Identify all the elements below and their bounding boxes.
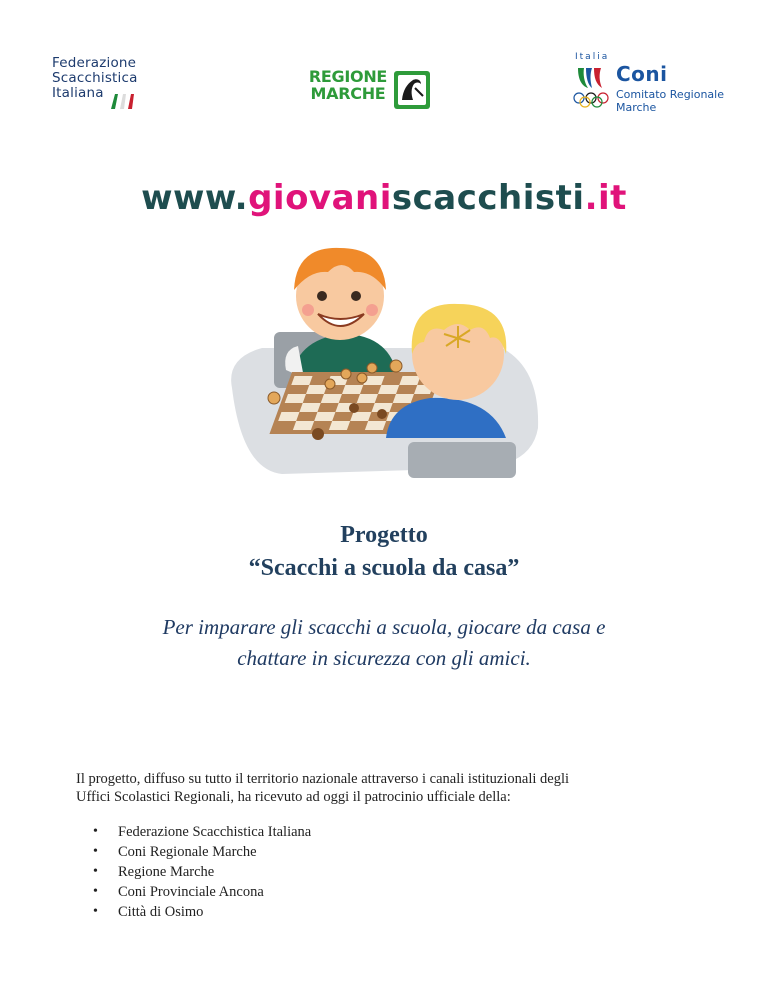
patrons-list [76,822,311,922]
website-url[interactable] [0,178,768,218]
subtitle-line-2: chattare in sicurezza con gli amici. [237,646,531,670]
website-tld: it [597,178,627,218]
patronage-paragraph [76,770,716,806]
fsi-logo-line-2: Scacchistica [52,70,138,86]
list-item: • Regione Marche [76,862,311,882]
coni-sub-line-2: Marche [616,101,657,114]
list-item: • Federazione Scacchistica Italiana [76,822,311,842]
fsi-logo [52,56,144,116]
website-dot: . [584,178,598,218]
logo-bar [0,40,768,120]
fsi-flag-mark-icon [109,91,139,111]
regione-logo-line-2: MARCHE [310,84,386,103]
list-item: • Coni Regionale Marche [76,842,311,862]
paragraph-line-1: Il progetto, diffuso su tutto il territorio nazionale attraverso i canali istituzionali degli [76,771,570,787]
subtitle-line-1: Per imparare gli scacchi a scuola, giocare da casa e [162,615,606,639]
coni-sub-line-1: Comitato Regionale [616,88,724,101]
project-subtitle [84,612,684,674]
website-prefix: www. [141,178,249,218]
website-part-giovani: giovani [248,178,392,218]
coni-italia-label: Italia [575,52,610,62]
coni-name: Coni [616,62,668,86]
list-item: • Coni Provinciale Ancona [76,882,311,902]
project-title: “Scacchi a scuola da casa” [248,555,520,581]
regione-logo-line-1: REGIONE [308,67,388,86]
chess-kids-illustration [222,238,546,482]
regione-marche-logo [305,68,433,118]
paragraph-line-2: Uffici Scolastici Regionali, ha ricevuto ad oggi il patrocinio ufficiale della: [76,789,511,805]
regione-emblem-icon [393,70,431,110]
fsi-logo-line-3: Italiana [52,85,104,101]
coni-logo [572,52,742,124]
fsi-logo-line-1: Federazione [52,55,137,71]
coni-flame-icon [574,66,608,90]
olympic-rings-icon [572,92,610,108]
website-part-scacchisti: scacchisti [391,178,585,218]
project-label: Progetto [340,522,428,548]
list-item: • Città di Osimo [76,902,311,922]
